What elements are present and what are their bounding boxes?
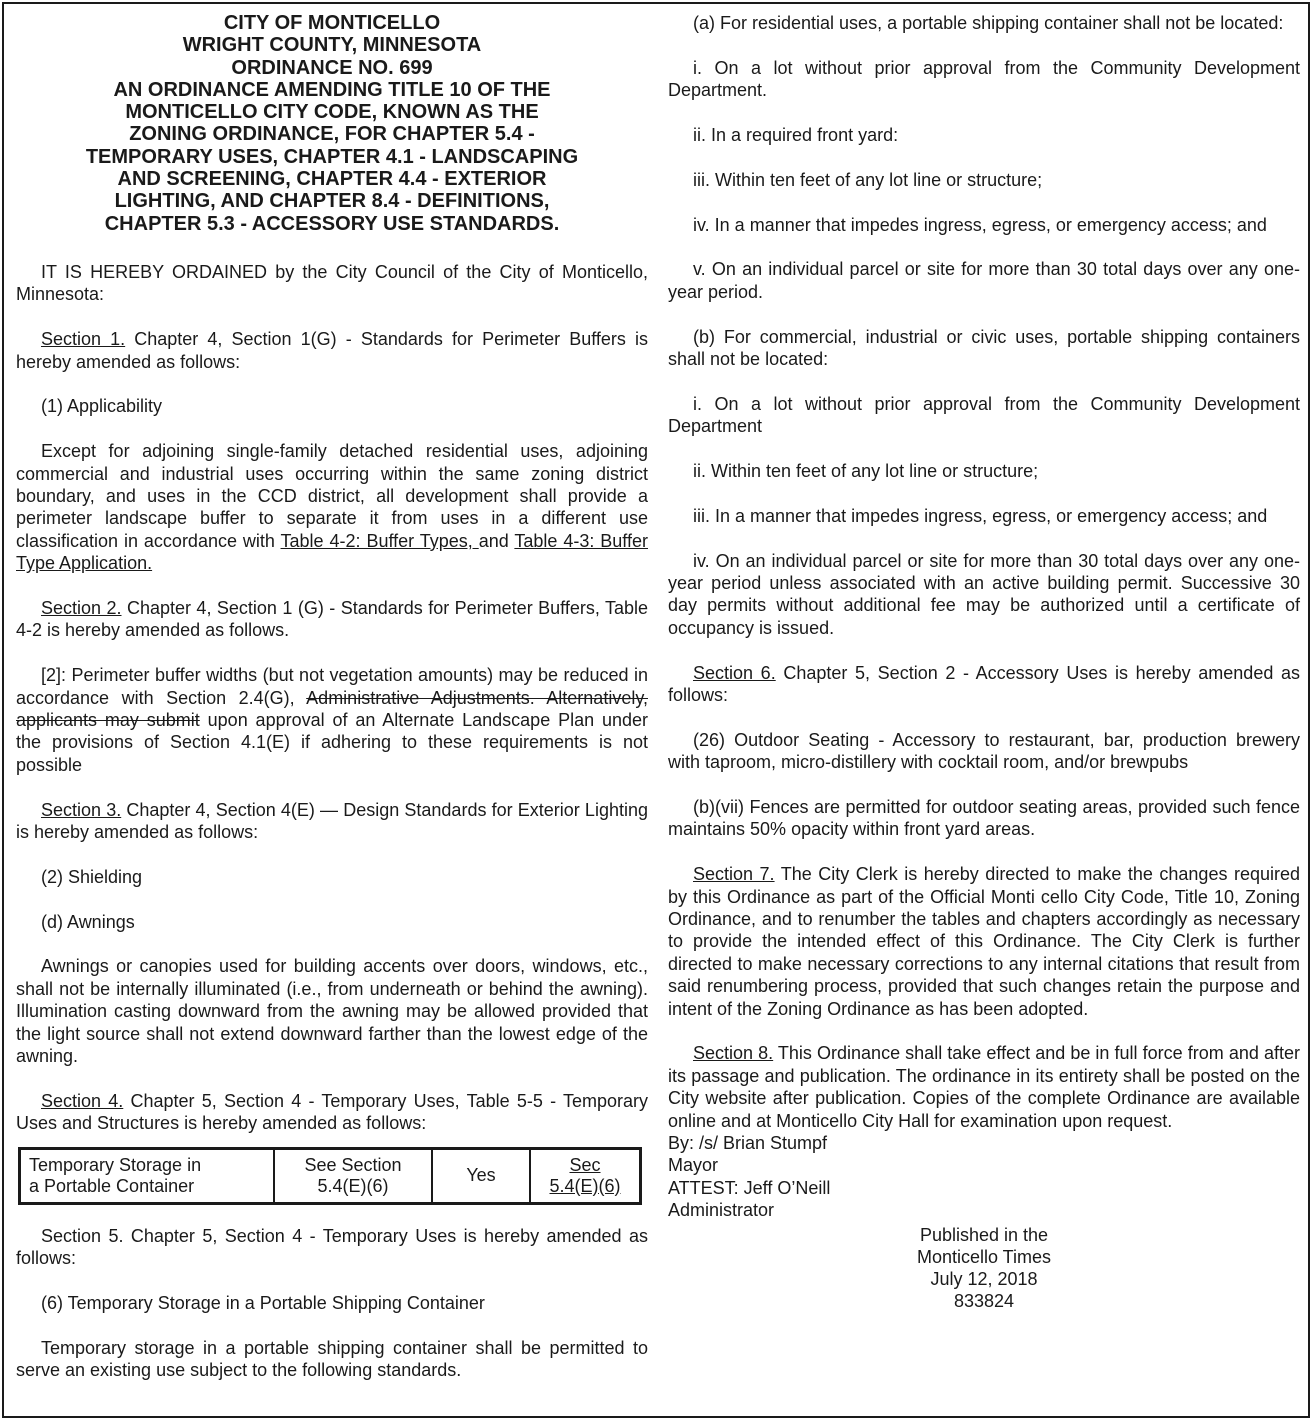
signature-line: By: /s/ Brian Stumpf [668,1133,828,1154]
section-text: This Ordinance shall take effect and be in full force from and after its passage and publication. The ordinance in its entirety shall be posted on the City website after publication. Copies of the complete Ordinance are available online and at Monticello City Hall for examination upon request. [668,1043,1300,1131]
section-1-body [16,440,648,574]
section-5-body: Temporary storage in a portable shipping container shall be permitted to serve an existing use subject to the following standards. [16,1337,648,1381]
left-column [16,12,648,1381]
section-3-subheading: (2) Shielding [41,866,143,887]
title-line: MONTICELLO CITY CODE, KNOWN AS THE [125,101,539,124]
title-line: ORDINANCE NO. 699 [231,56,433,79]
section-text: Chapter 5, Section 2 - Accessory Uses is hereby amended as follows: [668,662,1300,706]
list-item: ii. Within ten feet of any lot line or structure; [693,461,1039,481]
signature-block [668,1132,1300,1222]
publication-info [668,1224,1300,1312]
table-cell [274,1148,432,1203]
section-2-body [16,664,648,776]
section-text: Chapter 4, Section 1 (G) - Standards for Perimeter Buffers, Table 4-2 is hereby amended as follows. [16,598,648,641]
body-text: and [478,530,515,551]
section-text: The City Clerk is hereby directed to make the changes required by this Ordinance as part of the Official Monti cello City Code, Title 10, Zoning Ordinance, and to renumber the tables and chapters accordingly as necessary to provide the intended effect of this Ordinance. The City Clerk is further directed to make necessary corrections to any internal citations that result from said renumbering process, provided that such changes retain the purpose and intent of the Zoning Ordinance as has been adopted. [668,864,1300,1019]
section-text: Chapter 4, Section 1(G) - Standards for Perimeter Buffers is hereby amended as follows: [16,329,648,372]
commercial-heading: (b) For commercial, industrial or civic uses, portable shipping containers shall not be located: [668,326,1300,369]
list-item: iii. Within ten feet of any lot line or structure; [693,169,1043,190]
list-item: i. On a lot without prior approval from the Community Development Department. [668,57,1300,101]
section-text: Chapter 5, Section 4 - Temporary Uses, Table 5-5 - Temporary Uses and Structures is hereby amended as follows: [16,1090,648,1134]
section-6-item: (b)(vii) Fences are permitted for outdoor seating areas, provided such fence maintains 50% opacity within front yard areas. [668,797,1300,840]
signature-line: Administrator [668,1200,775,1221]
cell-text: a Portable Container [29,1175,195,1196]
section-label: Section 3. [41,799,122,820]
section-label: Section 4. [41,1090,124,1111]
signature-line: ATTEST: Jeff O’Neill [668,1177,831,1198]
publication-line: Monticello Times [916,1246,1052,1267]
intro-paragraph: IT IS HEREBY ORDAINED by the City Council of the City of Monticello, Minnesota: [16,261,648,305]
table-reference: Table 4-2: Buffer Types, [280,530,479,551]
list-item: ii. In a required front yard: [693,125,899,145]
section-5-subheading: (6) Temporary Storage in a Portable Shipping Container [41,1292,485,1313]
cell-text: See Section [304,1154,402,1175]
title-line: AND SCREENING, CHAPTER 4.4 - EXTERIOR [117,168,547,191]
table-cell: Yes [432,1148,530,1203]
section-5: Section 5. Chapter 5, Section 4 - Temporary Uses is hereby amended as follows: [16,1225,648,1269]
table-cell [20,1148,275,1203]
publication-line: Published in the [919,1224,1049,1245]
title-line: WRIGHT COUNTY, MINNESOTA [182,34,482,57]
section-2 [16,597,648,642]
section-6 [668,662,1300,707]
section-3-body: Awnings or canopies used for building accents over doors, windows, etc., shall not be internally illuminated (i.e., from underneath or behind the awning). Illumination casting downward from the awning may be allowed provided that the light source shall not extend downward farther than the lowest edge of the awning. [16,956,648,1067]
section-7 [668,863,1300,1020]
section-6-item: (26) Outdoor Seating - Accessory to restaurant, bar, production brewery with taproom, micro-distillery with cocktail room, and/or brewpubs [668,729,1300,773]
ordinance-notice [2,2,1310,1418]
cell-text: 5.4(E)(6) [317,1175,389,1196]
list-item: iii. In a manner that impedes ingress, egress, or emergency access; and [693,505,1268,526]
title-line: ZONING ORDINANCE, FOR CHAPTER 5.4 - [129,123,535,146]
section-label: Section 6. [693,662,776,683]
ordinance-title [16,12,648,235]
body-text: [2]: Perimeter buffer widths (but not vegetation amounts) may be reduced in accordance with Section 2.4(G), [16,665,648,708]
section-label: Section 8. [693,1043,774,1064]
title-line: TEMPORARY USES, CHAPTER 4.1 - LANDSCAPING [85,145,579,168]
residential-heading: (a) For residential uses, a portable shipping container shall not be located: [693,13,1284,33]
signature-line: Mayor [668,1155,719,1176]
struck-text: Administrative Adjustments. Alternatively, applicants may submit [16,687,648,731]
section-8 [668,1042,1300,1132]
cell-text: Sec [569,1154,601,1175]
section-text: Chapter 4, Section 4(E) — Design Standards for Exterior Lighting is hereby amended as follows: [16,799,648,843]
title-line: CHAPTER 5.3 - ACCESSORY USE STANDARDS. [104,212,560,235]
section-3 [16,799,648,844]
body-text: Except for adjoining single-family detached residential uses, adjoining commercial and industrial uses occurring within the same zoning district boundary, and uses in the CCD district, all development shall provide a perimeter landscape buffer to separate it from uses in a different use classification in accordance with [16,441,648,551]
list-item: v. On an individual parcel or site for more than 30 total days over any one-year period. [668,259,1300,302]
section-3-subheading: (d) Awnings [41,911,135,932]
section-label: Section 1. [41,329,126,350]
table-cell [530,1148,641,1203]
title-line: LIGHTING, AND CHAPTER 8.4 - DEFINITIONS, [114,190,550,213]
title-line: CITY OF MONTICELLO [223,12,441,34]
publication-id: 833824 [953,1290,1015,1311]
temporary-uses-table [18,1147,642,1205]
publication-date: July 12, 2018 [930,1268,1038,1289]
section-label: Section 2. [41,598,122,618]
section-label: Section 7. [693,864,775,885]
list-item: i. On a lot without prior approval from the Community Development Department [668,393,1300,437]
table-reference: Table 4-3: Buffer Type Application. [16,530,648,574]
cell-text: 5.4(E)(6) [549,1175,621,1196]
section-4 [16,1090,648,1135]
title-line: AN ORDINANCE AMENDING TITLE 10 OF THE [113,78,551,101]
list-item: iv. On an individual parcel or site for more than 30 total days over any one-year period unless associated with an active building permit. Successive 30 day permits without additional fee may be authorized until a certificate of occupancy is issued. [668,550,1300,638]
table-row [20,1148,641,1203]
section-1 [16,328,648,373]
cell-text: Temporary Storage in [29,1154,202,1175]
list-item: iv. In a manner that impedes ingress, egress, or emergency access; and [693,214,1267,235]
body-text: upon approval of an Alternate Landscape Plan under the provisions of Section 4.1(E) if adhering to these requirements is not possible [16,710,648,775]
right-column [668,12,1300,1312]
section-1-subheading: (1) Applicability [41,396,163,417]
